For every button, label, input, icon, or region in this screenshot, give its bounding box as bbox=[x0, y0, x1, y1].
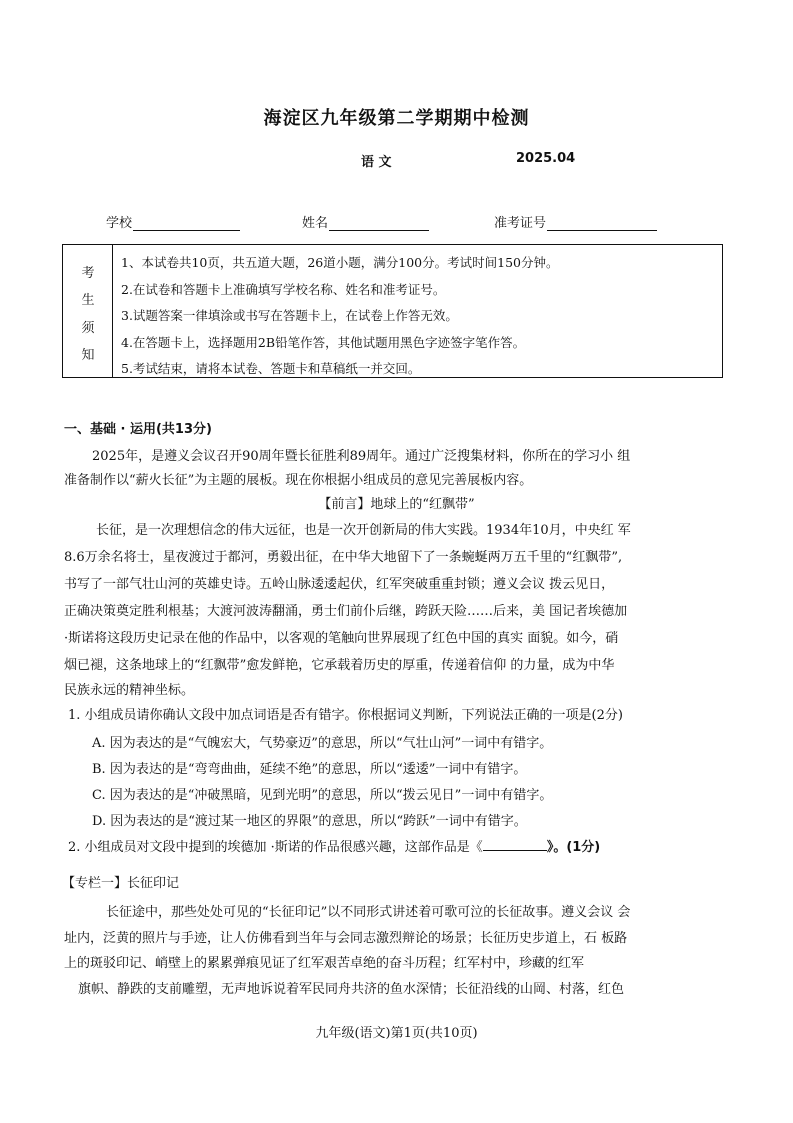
notice-side-char: 生 bbox=[81, 293, 95, 308]
notice-side-char: 须 bbox=[81, 321, 95, 336]
question-2-stem: 2. 小组成员对文段中提到的埃德加 ·斯诺的作品很感兴趣，这部作品是《 bbox=[68, 840, 483, 855]
column-1-line: 长征途中，那些处处可见的“长征印记”以不同形式讲述着可歌可泣的长征故事。遵义会议 会 bbox=[106, 905, 631, 920]
section-heading: 一、基础 · 运用(共13分) bbox=[64, 422, 212, 437]
question-1-option-a[interactable]: A. 因为表达的是“气魄宏大，气势豪迈”的意思，所以“气壮山河”一词中有错字。 bbox=[92, 736, 553, 751]
notice-rule: 2.在试卷和答题卡上准确填写学校名称、姓名和准考证号。 bbox=[121, 282, 446, 297]
answer-blank[interactable] bbox=[483, 838, 547, 851]
exam-id-blank[interactable] bbox=[547, 215, 657, 231]
exam-date: 2025.04 bbox=[516, 151, 576, 166]
preface-line: 正确决策奠定胜利根基；大渡河波涛翻涌，勇士们前仆后继，跨跃天险……后来，美 国记者埃德加 bbox=[64, 604, 628, 619]
question-2 bbox=[68, 836, 600, 855]
question-1-stem: 1. 小组成员请你确认文段中加点词语是否有错字。你根据词义判断，下列说法正确的一项是(2分) bbox=[68, 708, 623, 723]
preface-title: 【前言】地球上的“红飘带” bbox=[318, 497, 475, 512]
preface-line: 烟已褪，这条地球上的“红飘带”愈发鲜艳，它承载着历史的厚重，传递着信仰 的力量，成为中华 bbox=[64, 658, 615, 673]
school-field bbox=[106, 212, 240, 231]
column-1-title: 【专栏一】长征印记 bbox=[62, 876, 180, 891]
notice-rule: 1、本试卷共10页，共五道大题，26道小题，满分100分。考试时间150分钟。 bbox=[121, 255, 559, 270]
name-blank[interactable] bbox=[329, 215, 429, 231]
name-label: 姓名 bbox=[302, 216, 329, 231]
subject-label: 语 文 bbox=[361, 155, 392, 170]
preface-line: 民族永远的精神坐标。 bbox=[64, 683, 195, 698]
notice-box bbox=[62, 244, 723, 378]
exam-id-label: 准考证号 bbox=[494, 216, 547, 231]
school-label: 学校 bbox=[106, 216, 133, 231]
notice-rule: 4.在答题卡上，选择题用2B铅笔作答，其他试题用黑色字迹签字笔作答。 bbox=[121, 335, 526, 350]
notice-rule: 5.考试结束，请将本试卷、答题卡和草稿纸一并交回。 bbox=[121, 361, 421, 376]
name-field bbox=[302, 212, 429, 231]
page-footer: 九年级(语文)第1页(共10页) bbox=[315, 1026, 478, 1041]
column-1-line: 址内，泛黄的照片与手迹，让人仿佛看到当年与会同志激烈辩论的场景；长征历史步道上，石 板路 bbox=[64, 931, 628, 946]
notice-rule: 3.试题答案一律填涂或书写在答题卡上，在试卷上作答无效。 bbox=[121, 308, 458, 323]
question-1-option-c[interactable]: C. 因为表达的是“冲破黑暗，见到光明”的意思，所以“拨云见日”一词中有错字。 bbox=[92, 788, 553, 803]
page-title: 海淀区九年级第二学期期中检测 bbox=[263, 108, 530, 129]
intro-line: 准备制作以“薪火长征”为主题的展板。现在你根据小组成员的意见完善展板内容。 bbox=[64, 473, 533, 488]
notice-side-char: 知 bbox=[81, 348, 95, 363]
question-2-end: 》。(1分) bbox=[546, 840, 601, 855]
preface-line: 8.6万余名将士，星夜渡过于都河，勇毅出征，在中华大地留下了一条蜿蜒两万五千里的“红飘带”, bbox=[64, 550, 623, 565]
question-1-option-d[interactable]: D. 因为表达的是“渡过某一地区的界限”的意思，所以“跨跃”一词中有错字。 bbox=[92, 814, 527, 829]
exam-id-field bbox=[494, 212, 657, 231]
column-1-line: 旗帜、静跌的支前雕塑，无声地诉说着军民同舟共济的鱼水深情；长征沿线的山岡、村落，红色 bbox=[78, 982, 625, 997]
preface-line: 书写了一部气壮山河的英雄史诗。五岭山脉逶逶起伏，红军突破重重封锁；遵义会议 拨云见日， bbox=[64, 577, 615, 592]
notice-side-label bbox=[63, 245, 113, 377]
intro-line: 2025年，是遵义会议召开90周年暨长征胜利89周年。通过广泛搜集材料，你所在的学习小 组 bbox=[92, 449, 631, 464]
question-1-option-b[interactable]: B. 因为表达的是“弯弯曲曲，延续不绝”的意思，所以“逶逶”一词中有错字。 bbox=[92, 762, 527, 777]
column-1-line: 上的斑驳印记、峭壁上的累累弹痕见证了红军艰苦卓绝的奋斗历程；红军村中，珍藏的红军 bbox=[64, 956, 585, 971]
preface-line: 长征，是一次理想信念的伟大远征，也是一次开创新局的伟大实践。1934年10月，中央红 军 bbox=[96, 523, 631, 538]
notice-side-char: 考 bbox=[81, 266, 95, 281]
preface-line: ·斯诺将这段历史记录在他的作品中，以客观的笔触向世界展现了红色中国的真实 面貌。如今，硝 bbox=[64, 631, 619, 646]
school-blank[interactable] bbox=[133, 215, 240, 231]
